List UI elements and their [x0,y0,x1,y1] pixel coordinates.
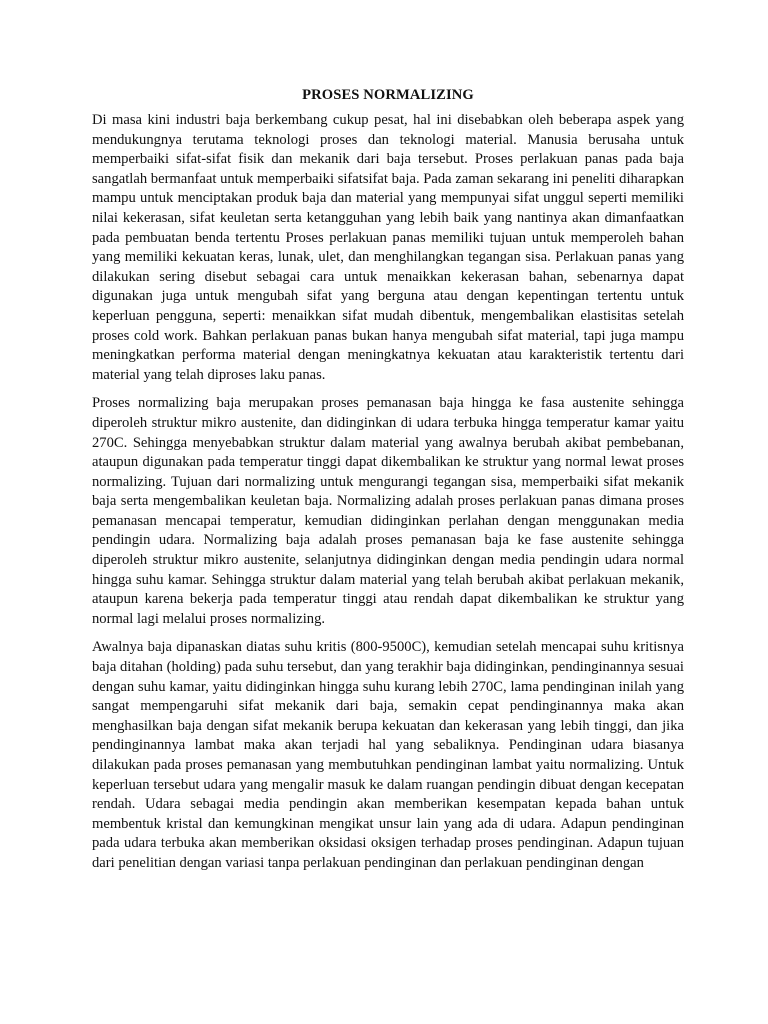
document-body [92,86,684,883]
paragraph-3: Awalnya baja dipanaskan diatas suhu kritis (800-9500C), kemudian setelah mencapai suhu kritisnya baja ditahan (holding) pada suhu tersebut, dan yang terakhir baja didinginkan, pendinginannya sesuai dengan suhu kamar, yaitu didinginkan hingga suhu kurang lebih 270C, lama pendinginan inilah yang sangat mempengaruhi sifat mekanik dari baja, semakin cepat pendinginannya maka akan menghasilkan baja dengan sifat mekanik berupa kekuatan dan kekerasan yang lebih tinggi, dan jika pendinginannya lambat maka akan terjadi hal yang sebaliknya. Pendinginan udara biasanya dilakukan pada proses pemanasan yang membutuhkan pendinginan lambat yaitu normalizing. Untuk keperluan tersebut udara yang mengalir masuk ke dalam ruangan pendingin dibuat dengan kecepatan rendah. Udara sebagai media pendingin akan memberikan kesempatan kepada bahan untuk membentuk kristal dan kemungkinan mengikat unsur lain yang ada di udara. Adapun pendinginan pada udara terbuka akan memberikan oksidasi oksigen terhadap proses pendinginan. Adapun tujuan dari penelitian dengan variasi tanpa perlakuan pendinginan dan perlakuan pendinginan dengan [92,639,684,871]
paragraph-2: Proses normalizing baja merupakan proses pemanasan baja hingga ke fasa austenite sehingga diperoleh struktur mikro austenite, dan didinginkan di udara terbuka hingga temperatur kamar yaitu 270C. Sehingga menyebabkan struktur dalam material yang awalnya berubah akibat pembebanan, ataupun digunakan pada temperatur tinggi dapat dikembalikan ke struktur yang normal lewat proses normalizing. Tujuan dari normalizing untuk mengurangi tegangan sisa, memperbaiki sifat mekanik baja serta mengembalikan keuletan baja. Normalizing adalah proses perlakuan panas dimana proses pemanasan mencapai temperatur, kemudian didinginkan perlahan dengan menggunakan media pendingin udara. Normalizing baja adalah proses pemanasan baja ke fase austenite sehingga diperoleh struktur mikro austenite, selanjutnya didinginkan dengan media pendingin udara normal hingga suhu kamar. Sehingga struktur dalam material yang telah berubah akibat perlakuan mekanik, ataupun karena bekerja pada temperatur tinggi atau rendah dapat dikembalikan ke struktur yang normal lagi melalui proses normalizing. [92,395,684,627]
document-title: PROSES NORMALIZING [302,87,474,103]
paragraph-1: Di masa kini industri baja berkembang cukup pesat, hal ini disebabkan oleh beberapa aspek yang mendukungnya terutama teknologi proses dan teknologi material. Manusia berusaha untuk memperbaiki sifat-sifat fisik dan mekanik dari baja tersebut. Proses perlakuan panas pada baja sangatlah bermanfaat untuk memperbaiki sifatsifat baja. Pada zaman sekarang ini peneliti diharapkan mampu untuk menciptakan produk baja dan material yang mempunyai sifat unggul seperti memiliki nilai kekerasan, sifat keuletan serta ketangguhan yang lebih baik yang nantinya akan dimanfaatkan pada pembuatan benda tertentu Proses perlakuan panas memiliki tujuan untuk memperoleh bahan yang memiliki kekuatan keras, lunak, ulet, dan menghilangkan tegangan sisa. Perlakuan panas yang dilakukan sering disebut sebagai cara untuk menaikkan kekerasan bahan, sebenarnya dapat digunakan juga untuk mengubah sifat yang berguna atau dengan kepentingan tertentu untuk keperluan pengguna, seperti: menaikkan sifat mudah dibentuk, mengembalikan elastisitas setelah proses cold work. Bahkan perlakuan panas bukan hanya mengubah sifat material, tapi juga mampu meningkatkan performa material dengan meningkatnya kekuatan atau karakteristik tertentu dari material yang telah diproses laku panas. [92,112,684,383]
